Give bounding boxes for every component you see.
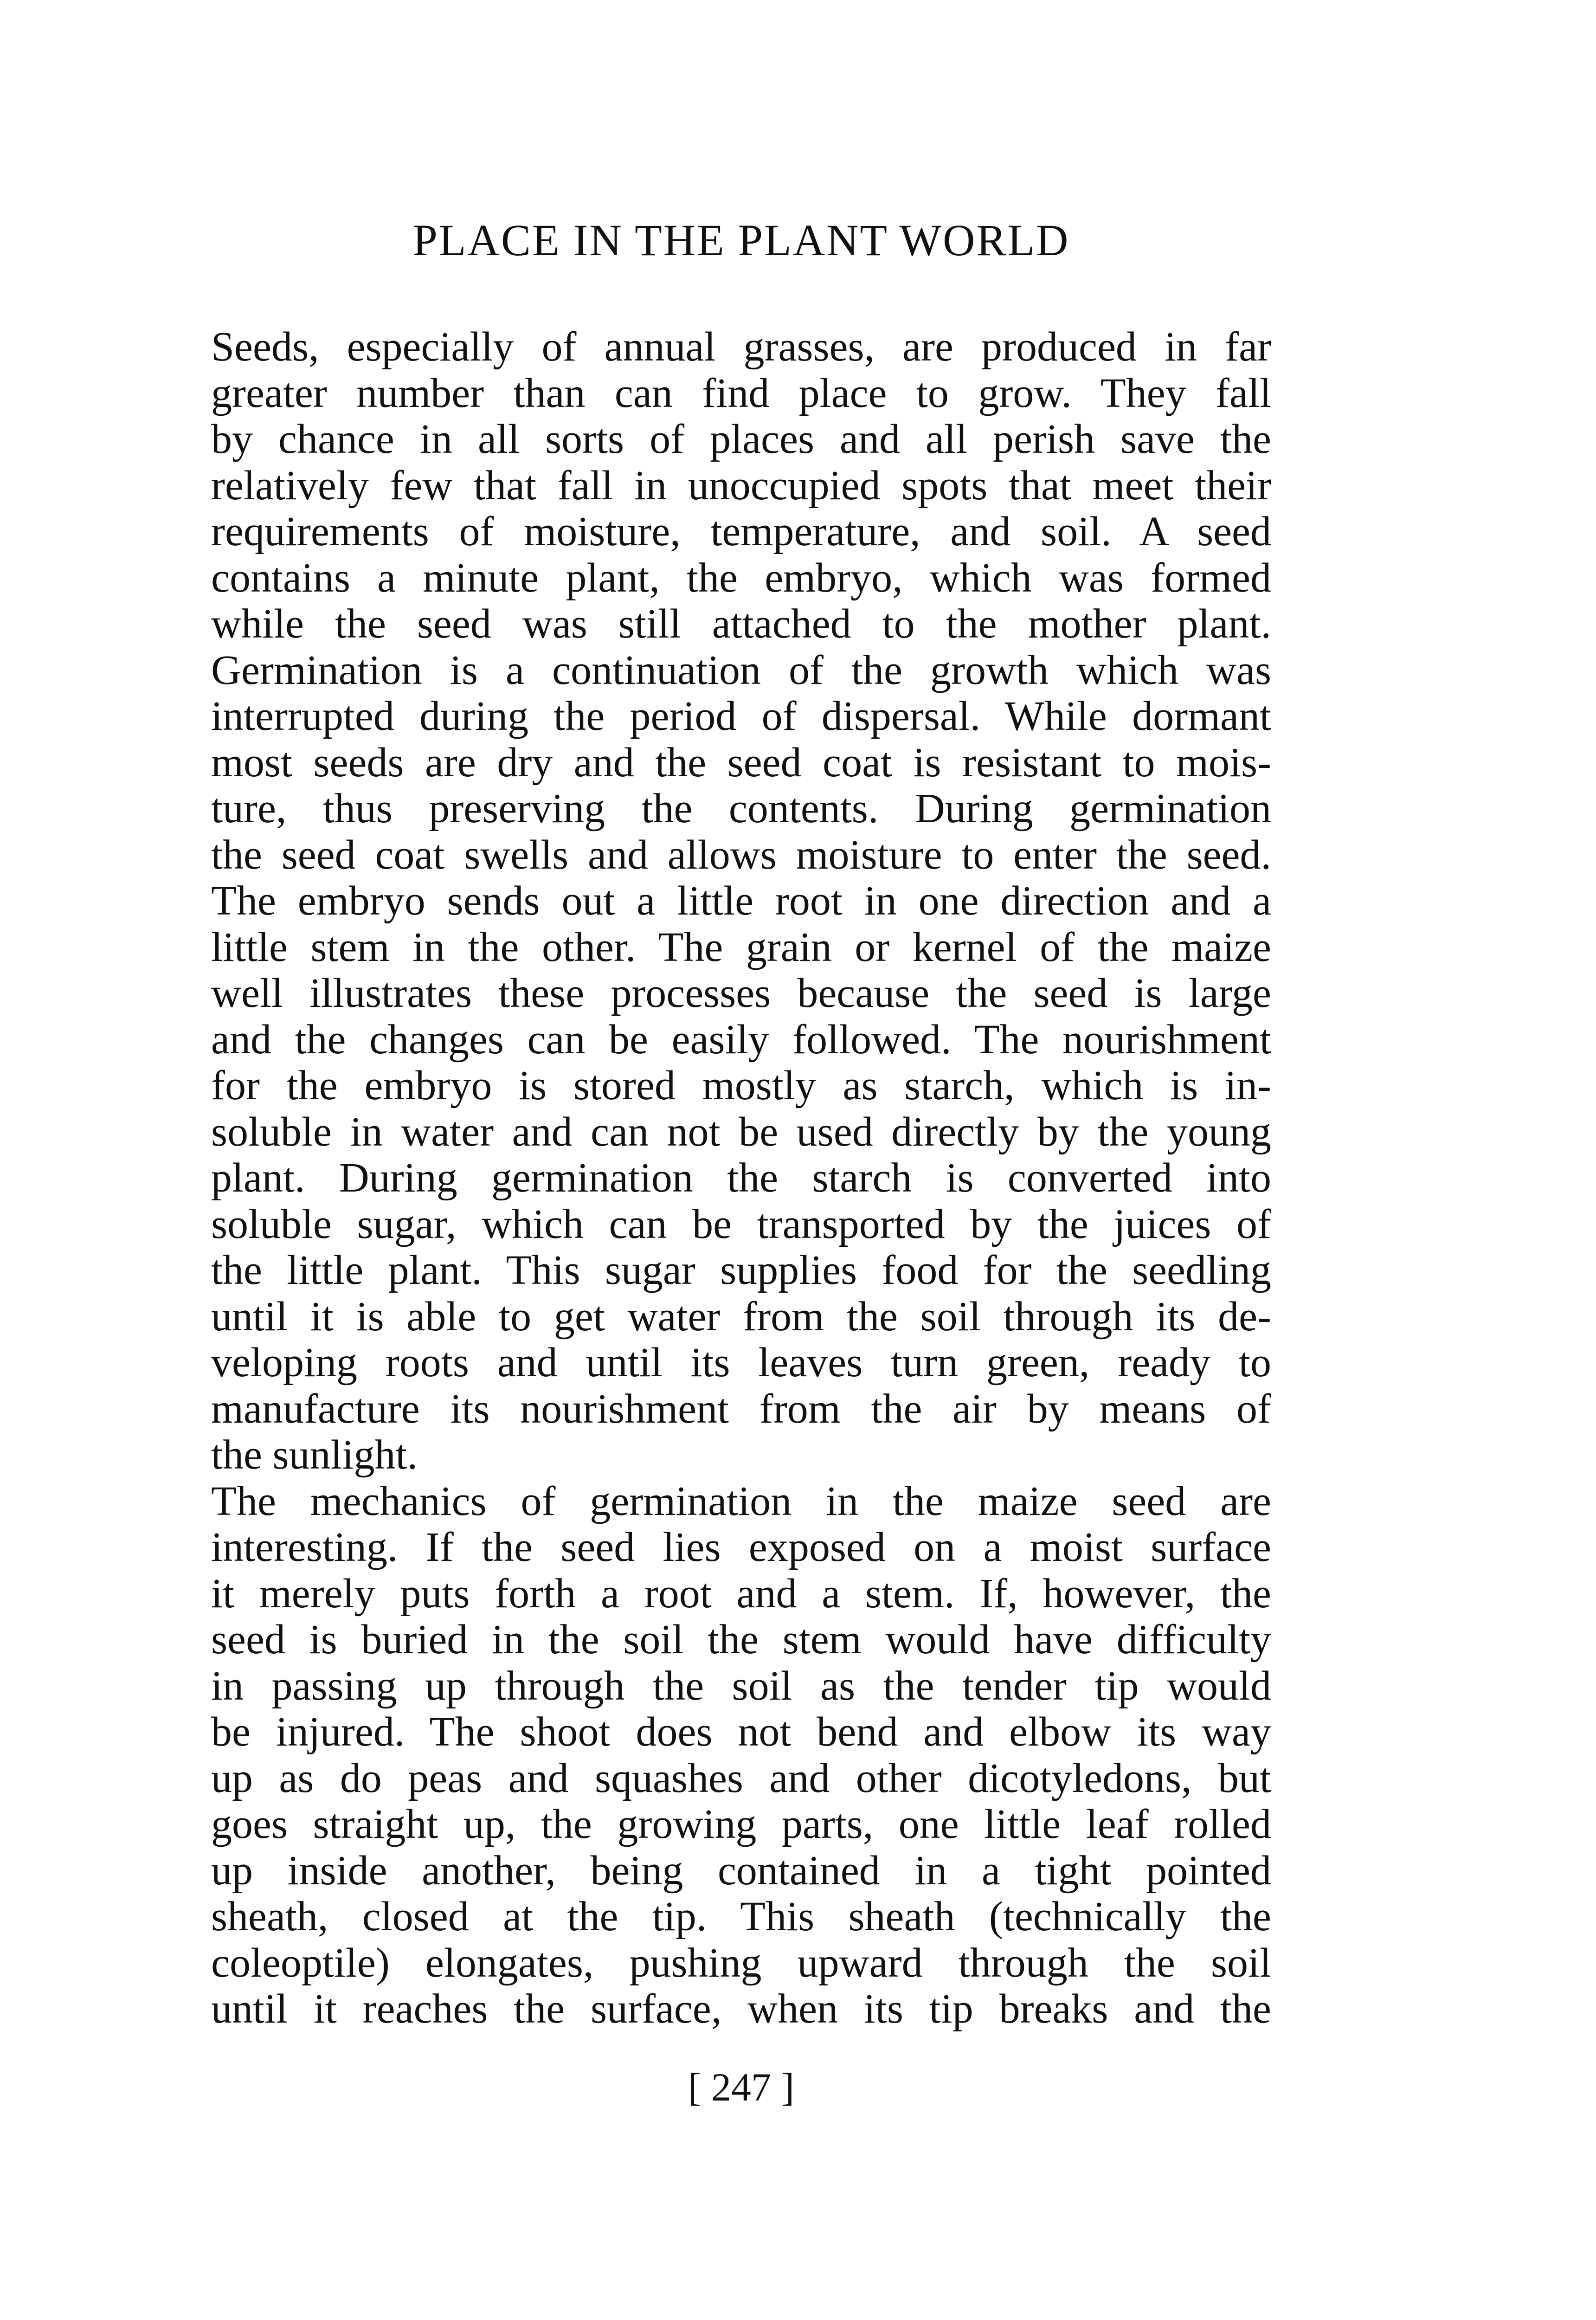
text-line: The embryo sends out a little root in one direction and a [211, 878, 1271, 924]
text-line: coleoptile) elongates, pushing upward through the soil [211, 1940, 1271, 1986]
text-line: contains a minute plant, the embryo, which was formed [211, 554, 1271, 601]
text-line: until it is able to get water from the soil through its de- [211, 1293, 1271, 1340]
text-line: soluble in water and can not be used directly by the young [211, 1108, 1271, 1155]
text-line: well illustrates these processes because the seed is large [211, 970, 1271, 1016]
text-line: goes straight up, the growing parts, one little leaf rolled [211, 1801, 1271, 1847]
text-line: The mechanics of germination in the maize seed are [211, 1478, 1271, 1524]
text-line: while the seed was still attached to the mother plant. [211, 601, 1271, 647]
text-line: by chance in all sorts of places and all perish save the [211, 416, 1271, 462]
text-line: requirements of moisture, temperature, and soil. A seed [211, 509, 1271, 554]
text-line: the little plant. This sugar supplies food for the seedling [211, 1247, 1271, 1293]
text-line: manufacture its nourishment from the air by means of [211, 1386, 1271, 1432]
text-line: ture, thus preserving the contents. During germination [211, 786, 1271, 831]
text-line: be injured. The shoot does not bend and elbow its way [211, 1709, 1271, 1755]
text-line: and the changes can be easily followed. The nourishment [211, 1016, 1271, 1063]
text-line: the seed coat swells and allows moisture to enter the seed. [211, 831, 1271, 878]
running-head: PLACE IN THE PLANT WORLD [412, 215, 1070, 265]
text-line: interrupted during the period of dispersal. While dormant [211, 693, 1271, 739]
paragraph-2 [211, 1478, 1271, 2032]
text-line: Germination is a continuation of the growth which was [211, 647, 1271, 693]
body-text [211, 324, 1271, 2032]
text-line: up as do peas and squashes and other dicotyledons, but [211, 1755, 1271, 1801]
text-line: relatively few that fall in unoccupied spots that meet their [211, 462, 1271, 509]
text-line: Seeds, especially of annual grasses, are produced in far [211, 324, 1271, 370]
text-line: interesting. If the seed lies exposed on a moist surface [211, 1524, 1271, 1570]
text-line: greater number than can find place to grow. They fall [211, 370, 1271, 416]
paragraph-1 [211, 324, 1271, 1478]
text-line: soluble sugar, which can be transported by the juices of [211, 1201, 1271, 1247]
text-line: sheath, closed at the tip. This sheath (technically the [211, 1894, 1271, 1940]
text-line: most seeds are dry and the seed coat is resistant to mois- [211, 739, 1271, 786]
text-line: it merely puts forth a root and a stem. If, however, the [211, 1570, 1271, 1617]
text-line: plant. During germination the starch is converted into [211, 1155, 1271, 1201]
text-line: until it reaches the surface, when its tip breaks and the [211, 1986, 1271, 2032]
text-line: the sunlight. [211, 1432, 418, 1478]
text-line: up inside another, being contained in a tight pointed [211, 1847, 1271, 1894]
text-line: in passing up through the soil as the tender tip would [211, 1663, 1271, 1709]
text-line: veloping roots and until its leaves turn green, ready to [211, 1340, 1271, 1386]
text-line: little stem in the other. The grain or kernel of the maize [211, 924, 1271, 970]
text-line: seed is buried in the soil the stem would have difficulty [211, 1617, 1271, 1663]
text-line: for the embryo is stored mostly as starch, which is in- [211, 1063, 1271, 1108]
page-number: [ 247 ] [688, 2065, 795, 2109]
